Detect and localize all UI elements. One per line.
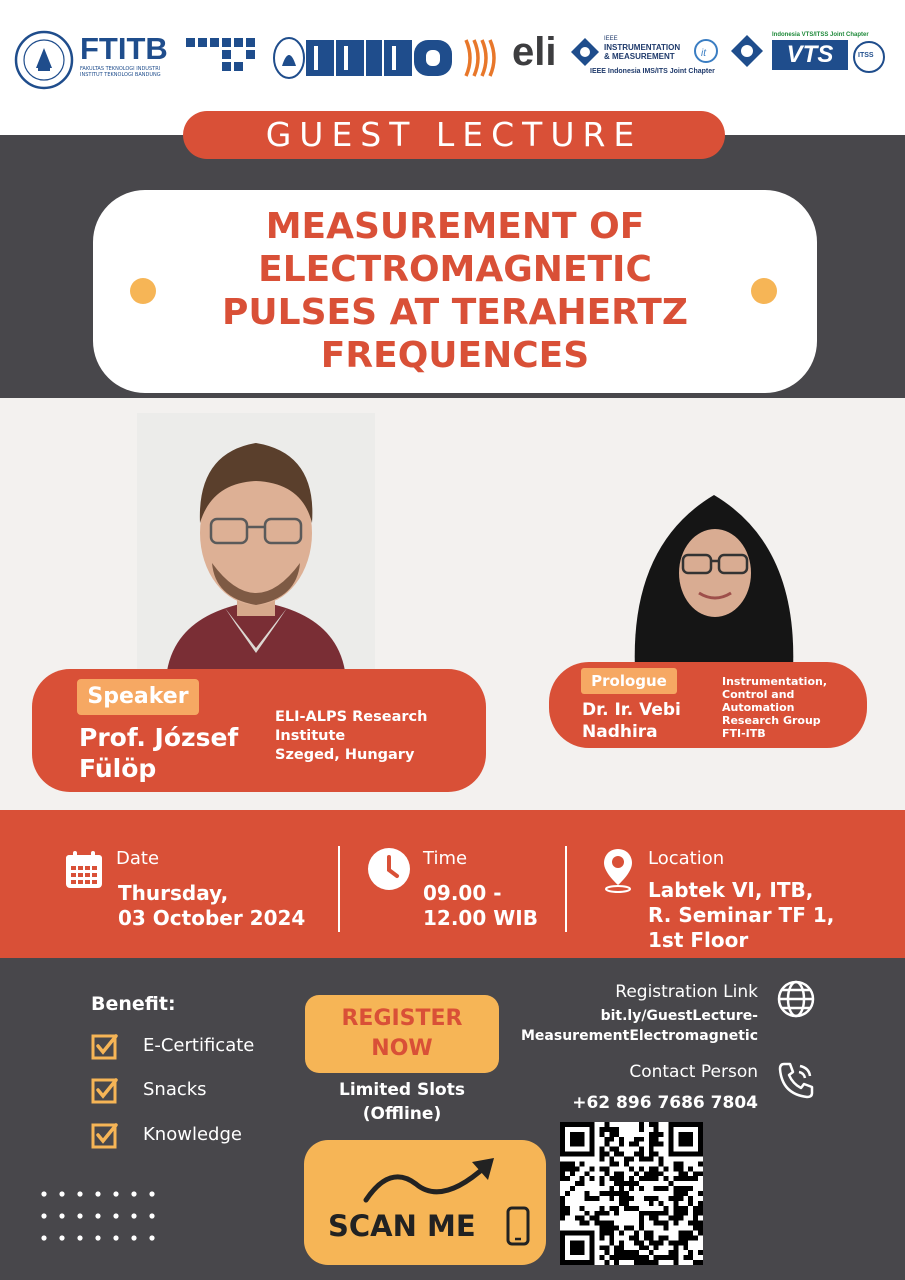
lecture-title-line3: PULSES AT TERAHERTZ: [222, 292, 688, 333]
globe-icon: [776, 979, 816, 1019]
benefit-item: Knowledge: [143, 1124, 242, 1145]
ftitb-logo: [80, 32, 180, 78]
ieee-im-line3: & MEASUREMENT: [604, 52, 675, 61]
vts-logo: VTS: [772, 40, 848, 70]
calendar-icon: [64, 850, 104, 890]
prologue-affil-line4: Research Group: [722, 714, 821, 727]
checkbox-icon: [91, 1121, 119, 1149]
prologue-affil-line5: FTI-ITB: [722, 727, 766, 740]
guest-lecture-banner: GUEST LECTURE: [183, 111, 725, 159]
location-line3: 1st Floor: [648, 928, 749, 952]
kk-block-logo: [306, 38, 456, 80]
checkbox-icon: [91, 1076, 119, 1104]
location-value: [648, 878, 834, 953]
prologue-name-line1: Dr. Ir. Vebi: [582, 700, 681, 720]
svg-text:it: it: [701, 48, 706, 59]
date-line2: 03 October 2024: [118, 906, 306, 930]
time-value: [423, 881, 538, 931]
time-label: Time: [423, 848, 468, 869]
limited-line1: Limited Slots: [339, 1080, 465, 1100]
info-separator-2: [565, 846, 567, 932]
qr-code[interactable]: [560, 1122, 703, 1265]
lecture-title-line2: ELECTROMAGNETIC: [258, 249, 652, 290]
vts-header: Indonesia VTS/ITSS Joint Chapter: [772, 32, 869, 38]
ieee-diamond-logo-2: [730, 34, 764, 68]
speaker-name: [79, 722, 279, 784]
register-line2: NOW: [371, 1036, 433, 1061]
time-line1: 09.00 -: [423, 881, 502, 905]
lecture-title-line1: MEASUREMENT OF: [265, 206, 645, 247]
location-line2: R. Seminar TF 1,: [648, 903, 835, 927]
benefit-item: E-Certificate: [143, 1035, 255, 1056]
speaker-photo: [137, 413, 375, 671]
ftitb-logo-text: FTITB: [80, 31, 168, 66]
ieee-im-line1: IEEE: [604, 36, 618, 42]
registration-link-line2: MeasurementElectromagnetic: [521, 1028, 758, 1044]
emblem-logo: [272, 36, 306, 80]
benefit-title: Benefit:: [91, 993, 176, 1015]
registration-link-label: Registration Link: [615, 982, 758, 1002]
ieee-im-line2: INSTRUMENTATION: [604, 43, 681, 52]
register-line1: REGISTER: [341, 1006, 463, 1031]
prologue-name: [582, 699, 722, 743]
prologue-affil-line1: Instrumentation,: [722, 675, 828, 688]
lecture-title-line4: FREQUENCES: [320, 335, 590, 376]
speaker-name-line2: Fülöp: [79, 754, 157, 783]
limited-line2: (Offline): [362, 1104, 442, 1124]
registration-link[interactable]: [521, 1006, 758, 1046]
checkbox-icon: [91, 1032, 119, 1060]
ftitb-logo-sub2: INSTITUT TEKNOLOGI BANDUNG: [80, 72, 161, 78]
eli-logo: eli: [512, 30, 557, 74]
speaker-affiliation: [275, 708, 475, 765]
lecture-title: [150, 205, 760, 377]
prologue-affil-line2: Control and: [722, 688, 795, 701]
speaker-name-line1: Prof. József: [79, 723, 239, 752]
speaker-affil-line1: ELI-ALPS Research: [275, 709, 428, 725]
location-label: Location: [648, 848, 725, 869]
registration-link-line1: bit.ly/GuestLecture-: [600, 1008, 758, 1024]
prologue-name-line2: Nadhira: [582, 722, 658, 742]
contact-person-label: Contact Person: [629, 1062, 758, 1082]
date-value: [118, 881, 305, 931]
scan-me-label: SCAN ME: [328, 1209, 476, 1243]
register-now-button[interactable]: [305, 995, 499, 1073]
speaker-affil-line3: Szeged, Hungary: [275, 747, 415, 763]
clock-icon: [367, 847, 411, 891]
ftitb-logo-sub1: FAKULTAS TEKNOLOGI INDUSTRI: [80, 66, 161, 72]
date-label: Date: [116, 848, 160, 869]
prologue-photo: [625, 485, 803, 670]
time-line2: 12.00 WIB: [423, 906, 538, 930]
date-line1: Thursday,: [118, 881, 229, 905]
speaker-affil-line2: Institute: [275, 728, 346, 744]
waves-logo: [458, 34, 506, 82]
decorative-dots: [40, 1190, 156, 1242]
contact-phone[interactable]: +62 896 7686 7804: [572, 1093, 758, 1113]
itss-logo-text: ITSS: [858, 52, 874, 59]
limited-slots-note: [305, 1078, 499, 1126]
prologue-tag: Prologue: [581, 668, 677, 694]
benefit-item: Snacks: [143, 1079, 207, 1100]
prologue-affil-line3: Automation: [722, 701, 795, 714]
pixel-logo: [186, 34, 266, 78]
its-round-logo: [694, 36, 718, 66]
info-separator-1: [338, 846, 340, 932]
prologue-affiliation: [722, 675, 862, 740]
location-line1: Labtek VI, ITB,: [648, 878, 814, 902]
ieee-diamond-logo: [570, 37, 600, 67]
arrow-icon: [360, 1152, 500, 1212]
ieee-im-chapter: IEEE Indonesia IMS/ITS Joint Chapter: [590, 68, 715, 75]
phone-call-icon: [776, 1060, 816, 1100]
itb-seal-logo: [14, 30, 74, 90]
speaker-tag: Speaker: [77, 679, 199, 715]
phone-device-icon: [506, 1206, 530, 1246]
location-pin-icon: [602, 847, 634, 893]
